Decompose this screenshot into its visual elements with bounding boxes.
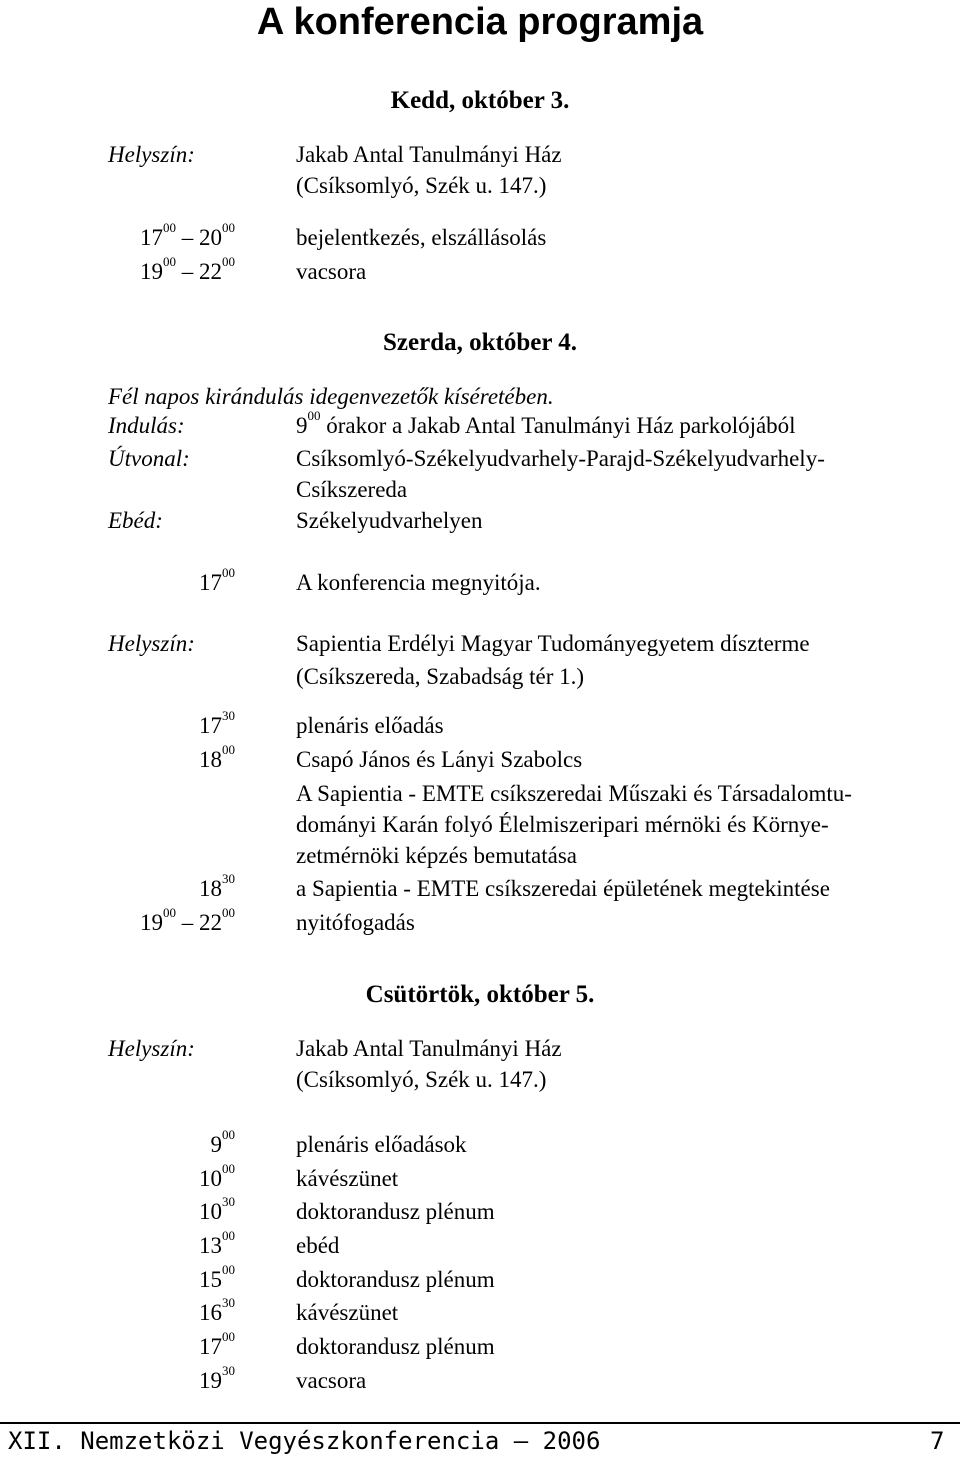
talk-title-line: zetmérnöki képzés bemutatása xyxy=(296,843,577,868)
lunch-label: Ebéd: xyxy=(108,508,163,533)
time: $17^{00}$ xyxy=(199,565,235,595)
schedule-item: vacsora xyxy=(296,259,367,284)
venue-label: Helyszín: xyxy=(108,631,195,656)
time: $17^{00}$ xyxy=(199,1329,235,1359)
footer-conference-name: XII. Nemzetközi Vegyészkonferencia – 2006 xyxy=(8,1427,601,1455)
venue-name: Sapientia Erdélyi Magyar Tudományegyetem díszterme xyxy=(296,631,810,656)
excursion-note: Fél napos kirándulás idegenvezetők kíséretében. xyxy=(108,384,554,409)
venue-address: (Csíksomlyó, Szék u. 147.) xyxy=(296,173,547,198)
time: $18^{00}$ xyxy=(199,742,235,772)
speakers: Csapó János és Lányi Szabolcs xyxy=(296,747,583,772)
talk-title-line: A Sapientia - EMTE csíkszeredai Műszaki és Társadalomtu- xyxy=(296,781,852,806)
venue-label: Helyszín: xyxy=(108,1036,195,1061)
time: $10^{30}$ xyxy=(199,1194,235,1224)
opening-text: A konferencia megnyitója. xyxy=(296,570,541,595)
page-title: A konferencia programja xyxy=(256,1,704,43)
talk-title-line: dományi Karán folyó Élelmiszeripari mérnöki és Környe- xyxy=(296,812,829,837)
time: $16^{30}$ xyxy=(199,1295,235,1325)
time-range: $17^{00} - 20^{00}$ xyxy=(140,220,235,250)
day-heading-thursday: Csütörtök, október 5. xyxy=(365,981,595,1008)
schedule-item: ebéd xyxy=(296,1233,340,1258)
day-heading-tuesday: Kedd, október 3. xyxy=(390,87,570,114)
schedule-item: kávészünet xyxy=(296,1166,399,1191)
departure-text: $9^{00}$ órakor a Jakab Antal Tanulmányi Ház parkolójából xyxy=(296,408,796,438)
schedule-item: plenáris előadás xyxy=(296,713,444,738)
schedule-item: kávészünet xyxy=(296,1300,399,1325)
time-range: $19^{00} - 22^{00}$ xyxy=(140,905,235,935)
venue-label: Helyszín: xyxy=(108,142,195,167)
schedule-item: doktorandusz plénum xyxy=(296,1334,495,1359)
time: $9^{00}$ xyxy=(210,1127,235,1157)
footer-divider xyxy=(0,1422,960,1424)
schedule-item: doktorandusz plénum xyxy=(296,1199,495,1224)
time: $13^{00}$ xyxy=(199,1228,235,1258)
schedule-item: bejelentkezés, elszállásolás xyxy=(296,225,547,250)
time: $15^{00}$ xyxy=(199,1262,235,1292)
venue-name: Jakab Antal Tanulmányi Ház xyxy=(296,142,562,167)
schedule-item: nyitófogadás xyxy=(296,910,415,935)
venue-address: (Csíkszereda, Szabadság tér 1.) xyxy=(296,664,585,689)
lunch-text: Székelyudvarhelyen xyxy=(296,508,483,533)
schedule-item: doktorandusz plénum xyxy=(296,1267,495,1292)
schedule-item: plenáris előadások xyxy=(296,1132,467,1157)
venue-address: (Csíksomlyó, Szék u. 147.) xyxy=(296,1067,547,1092)
time: $19^{30}$ xyxy=(199,1363,235,1393)
page-number: 7 xyxy=(930,1427,945,1455)
route-label: Útvonal: xyxy=(108,446,190,471)
departure-label: Indulás: xyxy=(108,413,185,438)
route-text: Csíksomlyó-Székelyudvarhely-Parajd-Székelyudvarhely- xyxy=(296,446,825,471)
schedule-item: vacsora xyxy=(296,1368,367,1393)
time: $10^{00}$ xyxy=(199,1161,235,1191)
time: $18^{30}$ xyxy=(199,871,235,901)
time: $17^{30}$ xyxy=(199,708,235,738)
venue-name: Jakab Antal Tanulmányi Ház xyxy=(296,1036,562,1061)
time-range: $19^{00} - 22^{00}$ xyxy=(140,254,235,284)
day-heading-wednesday: Szerda, október 4. xyxy=(383,329,577,356)
schedule-item: a Sapientia - EMTE csíkszeredai épületének megtekintése xyxy=(296,876,830,901)
route-text-cont: Csíkszereda xyxy=(296,477,408,502)
